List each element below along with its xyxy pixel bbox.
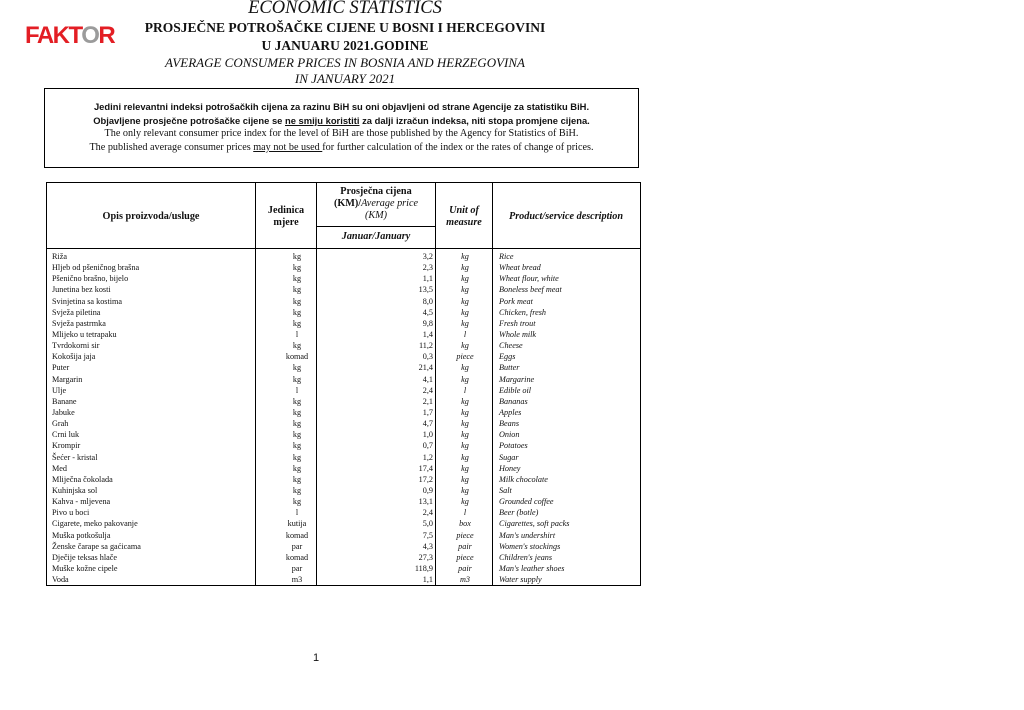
- cell-unit-en: m3: [459, 575, 470, 585]
- price-table: [46, 182, 641, 586]
- cell-unit-bs: kg: [292, 318, 302, 328]
- cell-price: 17,2: [418, 474, 433, 484]
- cell-unit-en: pair: [458, 541, 472, 551]
- disclaimer-box: [44, 88, 639, 168]
- cell-product-bs: Svježa pastrmka: [52, 318, 106, 328]
- disclaimer-en-underlined: may not be used: [253, 141, 323, 153]
- table-row: [47, 407, 640, 418]
- cell-unit-en: piece: [456, 552, 474, 562]
- cell-price: 8,0: [422, 296, 433, 306]
- col-header-price: [317, 186, 435, 222]
- cell-product-bs: Riža: [52, 252, 68, 261]
- cell-price: 0,9: [422, 485, 433, 495]
- cell-product-en: Women's stockings: [499, 541, 561, 551]
- cell-product-en: Children's jeans: [499, 552, 553, 562]
- cell-unit-en: kg: [461, 396, 469, 406]
- cell-price: 4,7: [422, 419, 433, 429]
- cell-unit-bs: l: [295, 329, 299, 339]
- cell-unit-en: kg: [461, 252, 469, 261]
- cell-product-bs: Ženske čarape sa gaćicama: [52, 541, 141, 551]
- disclaimer-bs-line-2a: Objavljene prosječne potrošačke cijene se: [93, 114, 285, 126]
- cell-unit-en: kg: [461, 452, 469, 462]
- cell-unit-en: kg: [461, 274, 469, 284]
- col-header-price-line-1: Prosječna cijena: [340, 186, 412, 197]
- cell-unit-en: kg: [461, 296, 469, 306]
- cell-unit-en: l: [463, 508, 467, 518]
- table-row: [47, 296, 640, 307]
- cell-price: 4,1: [422, 374, 433, 384]
- disclaimer-bs-line-2: [45, 114, 638, 128]
- cell-product-en: Cigarettes, soft packs: [499, 519, 570, 529]
- logo-text-end: R: [98, 22, 115, 49]
- cell-unit-en: kg: [461, 407, 469, 417]
- cell-unit-en: kg: [461, 285, 469, 295]
- cell-unit-en: kg: [461, 463, 469, 473]
- cell-unit-bs: kg: [292, 307, 302, 317]
- cell-unit-bs: l: [295, 508, 299, 518]
- cell-unit-en: kg: [461, 441, 469, 451]
- cell-product-en: Salt: [499, 485, 512, 495]
- table-row: [47, 418, 640, 429]
- cell-product-en: Apples: [499, 407, 522, 417]
- col-header-unit-bs-line-1: Jedinica: [267, 205, 305, 216]
- cell-unit-en: kg: [461, 263, 469, 273]
- table-row: [47, 485, 640, 496]
- disclaimer-bs-line-2b: za dalji izračun indeksa, niti stopa promjene cijena.: [359, 114, 590, 126]
- cell-price: 1,7: [422, 407, 433, 417]
- cell-product-bs: Svježa piletina: [52, 307, 101, 317]
- table-row: [47, 463, 640, 474]
- cell-unit-en: l: [463, 329, 467, 339]
- cell-unit-bs: kutija: [287, 519, 307, 529]
- table-row: [47, 541, 640, 552]
- table-row: [47, 262, 640, 273]
- cell-product-bs: Tvrdokorni sir: [52, 341, 100, 351]
- cell-unit-bs: kg: [292, 274, 302, 284]
- cell-unit-en: kg: [461, 318, 469, 328]
- cell-product-en: Pork meat: [499, 296, 533, 306]
- table-row: [47, 396, 640, 407]
- cell-price: 1,4: [422, 329, 433, 339]
- cell-product-bs: Mlijeko u tetrapaku: [52, 329, 117, 339]
- cell-price: 7,5: [422, 530, 433, 540]
- cell-price: 1,2: [422, 452, 433, 462]
- table-row: [47, 507, 640, 518]
- cell-unit-en: pair: [458, 563, 472, 573]
- cell-product-bs: Cigarete, meko pakovanje: [52, 519, 138, 529]
- table-row: [47, 385, 640, 396]
- col-header-unit-en: [436, 205, 492, 229]
- cell-price: 5,0: [422, 519, 433, 529]
- cell-unit-en: kg: [461, 307, 469, 317]
- col-header-period: Januar/January: [341, 231, 411, 242]
- cell-product-en: Eggs: [499, 352, 516, 362]
- cell-product-bs: Hljeb od pšeničnog brašna: [52, 263, 140, 273]
- cell-product-bs: Muška potkošulja: [52, 530, 111, 540]
- cell-unit-en: box: [459, 519, 471, 529]
- cell-product-en: Honey: [499, 463, 521, 473]
- cell-unit-en: kg: [461, 430, 469, 440]
- cell-product-bs: Pivo u boci: [52, 508, 90, 518]
- table-row: [47, 429, 640, 440]
- cell-product-en: Edible oil: [499, 385, 532, 395]
- cell-product-en: Rice: [499, 252, 514, 261]
- col-header-price-km: (KM)/: [333, 198, 362, 209]
- cell-unit-en: piece: [456, 530, 474, 540]
- disclaimer-en-line-2: [45, 141, 638, 155]
- cell-product-en: Sugar: [499, 452, 519, 462]
- cell-price: 4,3: [422, 541, 433, 551]
- cell-price: 0,3: [422, 352, 433, 362]
- col-header-unit-en-line-2: measure: [446, 217, 482, 228]
- cell-product-en: Man's leather shoes: [499, 563, 565, 573]
- cell-unit-en: kg: [461, 341, 469, 351]
- col-header-unit-en-line-1: Unit of: [449, 205, 479, 216]
- cell-price: 2,4: [422, 385, 433, 395]
- cell-unit-bs: kg: [292, 441, 302, 451]
- cell-product-bs: Crni luk: [52, 430, 80, 440]
- table-row: [47, 362, 640, 373]
- faktor-logo[interactable]: [25, 22, 114, 50]
- table-row: [47, 251, 640, 262]
- cell-unit-bs: kg: [292, 452, 302, 462]
- cell-price: 27,3: [418, 552, 433, 562]
- col-header-price-line-2: [317, 198, 435, 210]
- table-row: [47, 307, 640, 318]
- cell-product-en: Beer (botle): [499, 508, 539, 518]
- cell-product-en: Grounded coffee: [499, 497, 554, 507]
- doc-subtitle-en-1: AVERAGE CONSUMER PRICES IN BOSNIA AND HERZEGOVINA: [165, 55, 525, 70]
- cell-unit-bs: kg: [292, 485, 302, 495]
- cell-price: 13,5: [418, 285, 433, 295]
- cell-unit-en: piece: [456, 352, 474, 362]
- cell-unit-bs: par: [291, 541, 303, 551]
- cell-unit-bs: par: [291, 563, 303, 573]
- table-row: [47, 351, 640, 362]
- cell-unit-en: kg: [461, 374, 469, 384]
- cell-unit-bs: komad: [285, 530, 309, 540]
- cell-product-bs: Muške kožne cipele: [52, 563, 118, 573]
- cell-product-bs: Mliječna čokolada: [52, 474, 113, 484]
- cell-unit-bs: kg: [292, 363, 302, 373]
- table-row: [47, 284, 640, 295]
- col-header-price-en: Average price: [361, 198, 418, 209]
- cell-price: 13,1: [418, 497, 433, 507]
- cell-product-bs: Kuhinjska sol: [52, 485, 98, 495]
- cell-product-en: Whole milk: [499, 329, 537, 339]
- cell-unit-bs: l: [295, 385, 299, 395]
- cell-unit-bs: kg: [292, 374, 302, 384]
- cell-price: 4,5: [422, 307, 433, 317]
- col-header-unit-bs: [256, 205, 316, 229]
- table-row: [47, 530, 640, 541]
- cell-product-en: Wheat flour, white: [499, 274, 559, 284]
- cell-product-bs: Margarin: [52, 374, 83, 384]
- cell-unit-bs: kg: [292, 497, 302, 507]
- cell-product-bs: Med: [52, 463, 68, 473]
- cell-product-bs: Jabuke: [52, 407, 75, 417]
- cell-product-en: Butter: [499, 363, 520, 373]
- table-body: [47, 251, 640, 585]
- cell-product-bs: Dječije teksas hlače: [52, 552, 118, 562]
- cell-unit-en: kg: [461, 497, 469, 507]
- table-row: [47, 273, 640, 284]
- cell-unit-bs: komad: [285, 552, 309, 562]
- cell-product-bs: Puter: [52, 363, 70, 373]
- table-row: [47, 374, 640, 385]
- table-row: [47, 496, 640, 507]
- doc-title: ECONOMIC STATISTICS: [248, 0, 442, 18]
- cell-product-en: Man's undershirt: [499, 530, 556, 540]
- cell-price: 0,7: [422, 441, 433, 451]
- cell-product-bs: Krompir: [52, 441, 81, 451]
- disclaimer-bs-line-1: Jedini relevantni indeksi potrošačkih cijena za razinu BiH su oni objavljeni od strane Agencije za statistiku BiH.: [93, 101, 590, 112]
- disclaimer-en-line-1: The only relevant consumer price index for the level of BiH are those published by the Agency for Statistics of BiH.: [104, 128, 579, 140]
- cell-price: 1,1: [422, 274, 433, 284]
- cell-product-en: Milk chocolate: [499, 474, 548, 484]
- page-number: 1: [313, 652, 320, 664]
- table-row: [47, 563, 640, 574]
- table-row: [47, 340, 640, 351]
- cell-product-en: Fresh trout: [499, 318, 536, 328]
- table-row: [47, 329, 640, 340]
- cell-price: 9,8: [422, 318, 433, 328]
- cell-unit-en: kg: [461, 363, 469, 373]
- cell-product-bs: Banane: [52, 396, 77, 406]
- cell-product-en: Potatoes: [499, 441, 528, 451]
- cell-product-bs: Kokošija jaja: [52, 352, 96, 362]
- cell-price: 1,0: [422, 430, 433, 440]
- cell-price: 2,4: [422, 508, 433, 518]
- header-bottom-rule: [47, 248, 640, 249]
- cell-unit-en: l: [463, 385, 467, 395]
- table-row: [47, 440, 640, 451]
- cell-price: 2,3: [422, 263, 433, 273]
- cell-product-en: Wheat bread: [499, 263, 541, 273]
- table-row: [47, 518, 640, 529]
- cell-unit-en: kg: [461, 474, 469, 484]
- table-row: [47, 452, 640, 463]
- header-divider: [316, 226, 435, 227]
- cell-unit-bs: kg: [292, 430, 302, 440]
- cell-product-bs: Voda: [52, 575, 69, 585]
- disclaimer-en-line-2a: The published average consumer prices: [89, 141, 254, 153]
- cell-product-en: Chicken, fresh: [499, 307, 546, 317]
- cell-product-bs: Šećer - kristal: [52, 452, 98, 462]
- doc-subtitle-bs-1: PROSJEČNE POTROŠAČKE CIJENE U BOSNI I HERCEGOVINI: [144, 20, 546, 35]
- disclaimer-en-line-2b: for further calculation of the index or the rates of change of prices.: [322, 141, 594, 153]
- cell-product-bs: Grah: [52, 419, 69, 429]
- cell-product-en: Cheese: [499, 341, 523, 351]
- cell-product-bs: Ulje: [52, 385, 67, 395]
- cell-price: 1,1: [422, 575, 433, 585]
- cell-price: 17,4: [418, 463, 433, 473]
- cell-unit-bs: kg: [292, 263, 302, 273]
- cell-product-en: Onion: [499, 430, 520, 440]
- cell-product-en: Margarine: [499, 374, 535, 384]
- cell-product-en: Beans: [499, 419, 520, 429]
- col-header-unit-bs-line-2: mjere: [273, 217, 299, 228]
- table-row: [47, 318, 640, 329]
- cell-product-en: Bananas: [499, 396, 528, 406]
- cell-price: 11,2: [418, 341, 433, 351]
- cell-unit-bs: kg: [292, 407, 302, 417]
- col-header-price-line-3: (KM): [364, 210, 388, 221]
- cell-unit-bs: kg: [292, 252, 302, 261]
- cell-unit-en: kg: [461, 485, 469, 495]
- cell-unit-bs: kg: [292, 474, 302, 484]
- cell-unit-bs: komad: [285, 352, 309, 362]
- cell-product-bs: Svinjetina sa kostima: [52, 296, 123, 306]
- cell-unit-bs: kg: [292, 296, 302, 306]
- cell-unit-bs: kg: [292, 419, 302, 429]
- cell-unit-bs: kg: [292, 341, 302, 351]
- cell-product-en: Water supply: [499, 575, 542, 585]
- disclaimer-bs-underlined: ne smiju koristiti: [284, 114, 360, 126]
- logo-text-start: FAKT: [25, 22, 82, 49]
- cell-price: 2,1: [422, 396, 433, 406]
- cell-unit-bs: m3: [291, 575, 303, 585]
- cell-product-bs: Junetina bez kosti: [52, 285, 111, 295]
- cell-product-bs: Pšenično brašno, bijelo: [52, 274, 129, 284]
- cell-price: 21,4: [418, 363, 433, 373]
- table-row: [47, 474, 640, 485]
- cell-price: 118,9: [414, 563, 433, 573]
- logo-text-o: O: [81, 22, 99, 49]
- col-header-description-en: Product/service description: [508, 211, 624, 222]
- cell-product-bs: Kahva - mljevena: [52, 497, 111, 507]
- table-row: [47, 552, 640, 563]
- table-row: [47, 574, 640, 585]
- cell-unit-en: kg: [461, 419, 469, 429]
- cell-unit-bs: kg: [292, 463, 302, 473]
- cell-product-en: Boneless beef meat: [499, 285, 562, 295]
- cell-unit-bs: kg: [292, 285, 302, 295]
- cell-unit-bs: kg: [292, 396, 302, 406]
- doc-subtitle-en-2: IN JANUARY 2021: [294, 71, 396, 86]
- doc-subtitle-bs-2: U JANUARU 2021.GODINE: [261, 38, 429, 53]
- cell-price: 3,2: [422, 252, 433, 261]
- col-header-description-bs: Opis proizvoda/usluge: [102, 211, 200, 222]
